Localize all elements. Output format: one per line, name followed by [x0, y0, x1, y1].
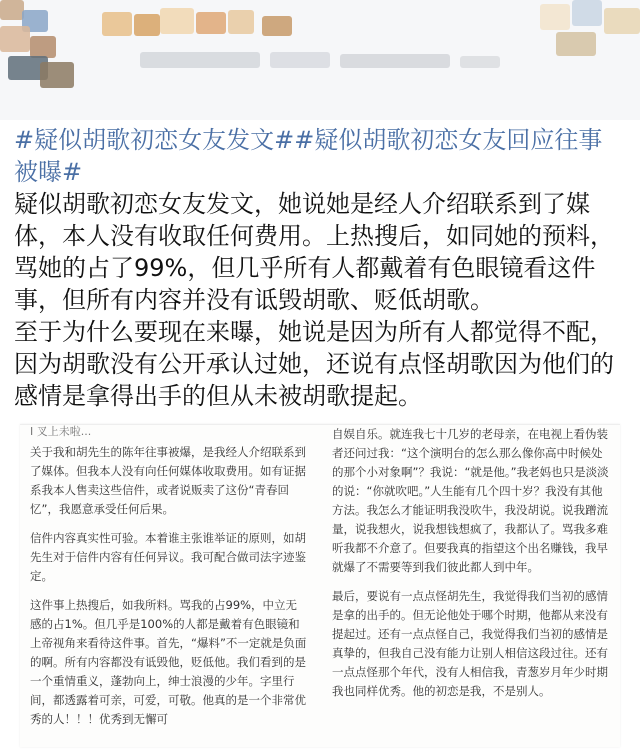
letter-cut-line: I 叉上未啦...: [30, 425, 92, 438]
letter-screenshot-image[interactable]: [20, 424, 620, 747]
blurred-user-header: [0, 0, 640, 120]
letter-paragraph: 自娱自乐。就连我七十几岁的老母亲，在电视上看伪装者还问过我：“这个演明台的怎么那么像你高中时候处的那个小对象啊”？我说：“就是他。”我老妈也只是淡淡的说：“你就吹吧。”人生能有几个四十岁？我没有其他方法。我怎么才能证明我没吹牛，我没胡说。说我蹭流量，说我想火，说我想钱想疯了，我都认了。骂我多难听我都不介意了。但要我真的指望这个出名赚钱，我早就爆了不需要等到我们彼此都人到中年。: [332, 427, 609, 574]
post-paragraph-1: 疑似胡歌初恋女友发文，她说她是经人介绍联系到了媒体，本人没有收取任何费用。上热搜后，如同她的预料，骂她的占了99%，但几乎所有人都戴着有色眼镜看这件事，但所有内容并没有诋毁胡歌、贬低胡歌。: [14, 190, 614, 314]
letter-paragraph: 信件内容真实性可验。本着谁主张谁举证的原则，如胡先生对于信件内容有任何异议。我可配合做司法字迹鉴定。: [30, 531, 306, 583]
letter-paragraph: 最后，要说有一点点怪胡先生，我觉得我们当初的感情是拿的出手的。但无论他处于哪个时期，他都从来没有提起过。还有一点点怪自己，我觉得我们当初的感情是真挚的，但我自己没有能力让别人相信这段过往。还有一点点怪那个年代，没有人相信我，青葱岁月年少时期我也同样优秀。他的初恋是我，不是别人。: [332, 589, 608, 698]
post-hashtags[interactable]: #疑似胡歌初恋女友发文##疑似胡歌初恋女友回应往事被曝#: [14, 126, 603, 186]
post-paragraph-2: 至于为什么要现在来曝，她说是因为所有人都觉得不配，因为胡歌没有公开承认过她，还说有点怪胡歌因为他们的感情是拿得出手的但从未被胡歌提起。: [14, 318, 614, 410]
letter-left-column: [30, 425, 308, 739]
letter-right-column: [332, 425, 610, 711]
post-content: [14, 124, 626, 412]
letter-paragraph: 关于我和胡先生的陈年往事被爆，是我经人介绍联系到了媒体。但我本人没有向任何媒体收取费用。如有证据系我本人售卖这些信件，或者说贩卖了这份“青春回忆”，我愿意承受任何后果。: [30, 445, 306, 516]
letter-paragraph: 这件事上热搜后，如我所料。骂我的占99%，中立无感的占1%。但几乎是100%的人都是戴着有色眼镜和上帝视角来看待这件事。首先，“爆料”不一定就是负面的啊。所有内容都没有诋毁他，贬低他。我们看到的是一个重情重义，蓬勃向上，绅士浪漫的少年。字里行间，都透露着可亲，可爱，可敬。他真的是一个非常优秀的人！！！优秀到无懈可: [30, 598, 307, 726]
